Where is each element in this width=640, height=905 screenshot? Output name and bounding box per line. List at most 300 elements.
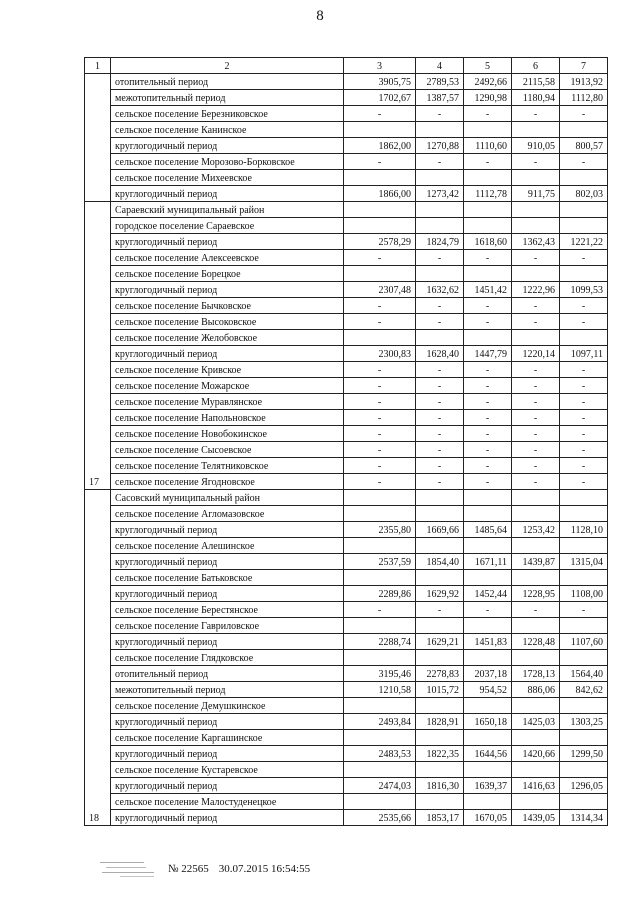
value-cell-col5 xyxy=(464,330,512,346)
value-cell-col3: 1862,00 xyxy=(344,138,416,154)
value-cell-col6: 886,06 xyxy=(512,682,560,698)
value-cell-col7: - xyxy=(560,378,608,394)
table-row xyxy=(85,666,608,682)
table-row xyxy=(85,234,608,250)
row-name-cell: сельское поселение Борецкое xyxy=(111,266,344,282)
value-cell-col6: 1228,95 xyxy=(512,586,560,602)
row-name-cell: круглогодичный период xyxy=(111,778,344,794)
value-cell-col4: 1629,92 xyxy=(416,586,464,602)
value-cell-col3: 2288,74 xyxy=(344,634,416,650)
value-cell-col3 xyxy=(344,490,416,506)
value-cell-col3 xyxy=(344,730,416,746)
value-cell-col5: 1112,78 xyxy=(464,186,512,202)
value-cell-col5: - xyxy=(464,474,512,490)
value-cell-col7: 1108,00 xyxy=(560,586,608,602)
value-cell-col4: 1629,21 xyxy=(416,634,464,650)
value-cell-col7 xyxy=(560,762,608,778)
table-row xyxy=(85,474,608,490)
value-cell-col7: 1314,34 xyxy=(560,810,608,826)
value-cell-col7 xyxy=(560,650,608,666)
value-cell-col6: - xyxy=(512,410,560,426)
value-cell-col7: - xyxy=(560,442,608,458)
value-cell-col7: 1303,25 xyxy=(560,714,608,730)
value-cell-col4: 1824,79 xyxy=(416,234,464,250)
table-row xyxy=(85,762,608,778)
value-cell-col6: 1420,66 xyxy=(512,746,560,762)
document-timestamp: 30.07.2015 16:54:55 xyxy=(218,863,311,875)
column-header-6: 6 xyxy=(512,58,560,74)
value-cell-col4 xyxy=(416,170,464,186)
value-cell-col4 xyxy=(416,218,464,234)
value-cell-col5: - xyxy=(464,442,512,458)
value-cell-col3: 2300,83 xyxy=(344,346,416,362)
value-cell-col7: - xyxy=(560,458,608,474)
column-header-1: 1 xyxy=(85,58,111,74)
value-cell-col3: 1702,67 xyxy=(344,90,416,106)
table-body xyxy=(85,74,608,826)
value-cell-col7 xyxy=(560,202,608,218)
value-cell-col3 xyxy=(344,266,416,282)
table-row xyxy=(85,330,608,346)
value-cell-col5: 2492,66 xyxy=(464,74,512,90)
value-cell-col4: 2278,83 xyxy=(416,666,464,682)
value-cell-col6: - xyxy=(512,458,560,474)
value-cell-col4: 1632,62 xyxy=(416,282,464,298)
table-row xyxy=(85,442,608,458)
value-cell-col3: 2578,29 xyxy=(344,234,416,250)
value-cell-col7 xyxy=(560,122,608,138)
value-cell-col5: - xyxy=(464,378,512,394)
value-cell-col7: - xyxy=(560,154,608,170)
value-cell-col4 xyxy=(416,122,464,138)
value-cell-col6: 2115,58 xyxy=(512,74,560,90)
value-cell-col7: 1097,11 xyxy=(560,346,608,362)
value-cell-col3: 2307,48 xyxy=(344,282,416,298)
table-row xyxy=(85,298,608,314)
value-cell-col7 xyxy=(560,618,608,634)
footer xyxy=(100,858,310,880)
value-cell-col3: - xyxy=(344,458,416,474)
value-cell-col6: - xyxy=(512,106,560,122)
table-row xyxy=(85,202,608,218)
table-row xyxy=(85,554,608,570)
table-row xyxy=(85,698,608,714)
value-cell-col7 xyxy=(560,490,608,506)
row-name-cell: сельское поселение Каргашинское xyxy=(111,730,344,746)
column-header-5: 5 xyxy=(464,58,512,74)
value-cell-col3: 3905,75 xyxy=(344,74,416,90)
value-cell-col6: 1228,48 xyxy=(512,634,560,650)
row-name-cell: городское поселение Сараевское xyxy=(111,218,344,234)
value-cell-col7 xyxy=(560,570,608,586)
row-name-cell: сельское поселение Высоковское xyxy=(111,314,344,330)
value-cell-col6: - xyxy=(512,314,560,330)
value-cell-col3 xyxy=(344,506,416,522)
value-cell-col4 xyxy=(416,490,464,506)
column-header-4: 4 xyxy=(416,58,464,74)
value-cell-col6: 1180,94 xyxy=(512,90,560,106)
value-cell-col3 xyxy=(344,650,416,666)
value-cell-col7: 1107,60 xyxy=(560,634,608,650)
value-cell-col5: 1451,83 xyxy=(464,634,512,650)
value-cell-col3 xyxy=(344,122,416,138)
table-row xyxy=(85,186,608,202)
value-cell-col5 xyxy=(464,490,512,506)
value-cell-col5 xyxy=(464,650,512,666)
value-cell-col4: - xyxy=(416,362,464,378)
table-row xyxy=(85,810,608,826)
value-cell-col5: 2037,18 xyxy=(464,666,512,682)
value-cell-col7: - xyxy=(560,250,608,266)
row-name-cell: круглогодичный период xyxy=(111,282,344,298)
value-cell-col6 xyxy=(512,266,560,282)
value-cell-col4 xyxy=(416,618,464,634)
value-cell-col3: 1210,58 xyxy=(344,682,416,698)
value-cell-col6 xyxy=(512,490,560,506)
value-cell-col6 xyxy=(512,170,560,186)
row-name-cell: круглогодичный период xyxy=(111,554,344,570)
value-cell-col5: 1452,44 xyxy=(464,586,512,602)
table-row xyxy=(85,362,608,378)
table-row xyxy=(85,730,608,746)
value-cell-col7 xyxy=(560,218,608,234)
row-name-cell: сельское поселение Морозово-Борковское xyxy=(111,154,344,170)
value-cell-col4: 1853,17 xyxy=(416,810,464,826)
value-cell-col7: 1112,80 xyxy=(560,90,608,106)
value-cell-col5: 1618,60 xyxy=(464,234,512,250)
value-cell-col6 xyxy=(512,202,560,218)
value-cell-col3 xyxy=(344,330,416,346)
value-cell-col7: 1128,10 xyxy=(560,522,608,538)
value-cell-col6: 1253,42 xyxy=(512,522,560,538)
value-cell-col3: 2483,53 xyxy=(344,746,416,762)
row-index-cell: 17 xyxy=(85,202,111,490)
value-cell-col6: 1439,05 xyxy=(512,810,560,826)
value-cell-col7: 1315,04 xyxy=(560,554,608,570)
value-cell-col4 xyxy=(416,202,464,218)
value-cell-col4: 1270,88 xyxy=(416,138,464,154)
value-cell-col5: 1110,60 xyxy=(464,138,512,154)
value-cell-col3 xyxy=(344,762,416,778)
row-name-cell: сельское поселение Желобовское xyxy=(111,330,344,346)
value-cell-col4: 2789,53 xyxy=(416,74,464,90)
value-cell-col4: - xyxy=(416,250,464,266)
row-name-cell: сельское поселение Малостуденецкое xyxy=(111,794,344,810)
row-name-cell: сельское поселение Кривское xyxy=(111,362,344,378)
value-cell-col4: - xyxy=(416,154,464,170)
value-cell-col3 xyxy=(344,170,416,186)
table-row xyxy=(85,170,608,186)
value-cell-col4 xyxy=(416,698,464,714)
value-cell-col7 xyxy=(560,330,608,346)
value-cell-col7: - xyxy=(560,474,608,490)
table-row xyxy=(85,106,608,122)
value-cell-col3: 2537,59 xyxy=(344,554,416,570)
table-row xyxy=(85,746,608,762)
value-cell-col3 xyxy=(344,538,416,554)
table-row xyxy=(85,426,608,442)
value-cell-col4: - xyxy=(416,474,464,490)
value-cell-col3: - xyxy=(344,106,416,122)
value-cell-col6: - xyxy=(512,394,560,410)
value-cell-col6 xyxy=(512,794,560,810)
value-cell-col5: - xyxy=(464,602,512,618)
row-name-cell: сельское поселение Гавриловское xyxy=(111,618,344,634)
value-cell-col7: - xyxy=(560,394,608,410)
table-row xyxy=(85,490,608,506)
row-index-cell xyxy=(85,74,111,202)
value-cell-col4: 1828,91 xyxy=(416,714,464,730)
value-cell-col3: - xyxy=(344,410,416,426)
value-cell-col7: - xyxy=(560,602,608,618)
value-cell-col4 xyxy=(416,794,464,810)
row-name-cell: круглогодичный период xyxy=(111,186,344,202)
value-cell-col6: 1425,03 xyxy=(512,714,560,730)
value-cell-col7: 1913,92 xyxy=(560,74,608,90)
row-name-cell: межотопительный период xyxy=(111,682,344,698)
value-cell-col7: - xyxy=(560,314,608,330)
value-cell-col6: - xyxy=(512,474,560,490)
row-name-cell: сельское поселение Михеевское xyxy=(111,170,344,186)
row-name-cell: сельское поселение Агломазовское xyxy=(111,506,344,522)
value-cell-col4: 1015,72 xyxy=(416,682,464,698)
value-cell-col5: 1290,98 xyxy=(464,90,512,106)
value-cell-col5: 1485,64 xyxy=(464,522,512,538)
value-cell-col3: 2355,80 xyxy=(344,522,416,538)
row-name-cell: сельское поселение Ягодновское xyxy=(111,474,344,490)
value-cell-col6 xyxy=(512,762,560,778)
table-row xyxy=(85,522,608,538)
table-row xyxy=(85,570,608,586)
value-cell-col6: - xyxy=(512,250,560,266)
value-cell-col7: 1296,05 xyxy=(560,778,608,794)
row-name-cell: круглогодичный период xyxy=(111,714,344,730)
value-cell-col4: - xyxy=(416,442,464,458)
value-cell-col3: - xyxy=(344,378,416,394)
value-cell-col7: - xyxy=(560,410,608,426)
value-cell-col3 xyxy=(344,570,416,586)
value-cell-col4 xyxy=(416,538,464,554)
table-row xyxy=(85,586,608,602)
value-cell-col5: 1639,37 xyxy=(464,778,512,794)
row-name-cell: сельское поселение Телятниковское xyxy=(111,458,344,474)
row-name-cell: сельское поселение Глядковское xyxy=(111,650,344,666)
value-cell-col6 xyxy=(512,506,560,522)
table-row xyxy=(85,378,608,394)
value-cell-col5 xyxy=(464,698,512,714)
row-name-cell: круглогодичный период xyxy=(111,234,344,250)
column-header-2: 2 xyxy=(111,58,344,74)
row-name-cell: межотопительный период xyxy=(111,90,344,106)
value-cell-col6 xyxy=(512,218,560,234)
value-cell-col4: 1669,66 xyxy=(416,522,464,538)
table-row xyxy=(85,602,608,618)
registry-stamp xyxy=(100,858,158,880)
value-cell-col3: 2289,86 xyxy=(344,586,416,602)
value-cell-col5: - xyxy=(464,250,512,266)
value-cell-col4: - xyxy=(416,426,464,442)
value-cell-col4 xyxy=(416,266,464,282)
value-cell-col6 xyxy=(512,122,560,138)
row-name-cell: круглогодичный период xyxy=(111,746,344,762)
value-cell-col4 xyxy=(416,506,464,522)
table-row xyxy=(85,506,608,522)
value-cell-col6: 1416,63 xyxy=(512,778,560,794)
value-cell-col6: 1439,87 xyxy=(512,554,560,570)
value-cell-col6: 1222,96 xyxy=(512,282,560,298)
value-cell-col7 xyxy=(560,794,608,810)
tariff-table xyxy=(84,57,608,826)
table-row xyxy=(85,90,608,106)
value-cell-col3: - xyxy=(344,426,416,442)
value-cell-col7: 1099,53 xyxy=(560,282,608,298)
column-header-3: 3 xyxy=(344,58,416,74)
value-cell-col5: - xyxy=(464,154,512,170)
value-cell-col5 xyxy=(464,218,512,234)
value-cell-col3: - xyxy=(344,250,416,266)
table-row xyxy=(85,682,608,698)
value-cell-col7: 1564,40 xyxy=(560,666,608,682)
value-cell-col4: 1822,35 xyxy=(416,746,464,762)
value-cell-col7: - xyxy=(560,362,608,378)
table-row xyxy=(85,250,608,266)
value-cell-col5: 1670,05 xyxy=(464,810,512,826)
value-cell-col4: - xyxy=(416,314,464,330)
value-cell-col7 xyxy=(560,730,608,746)
row-name-cell: сельское поселение Демушкинское xyxy=(111,698,344,714)
value-cell-col7 xyxy=(560,698,608,714)
value-cell-col7 xyxy=(560,170,608,186)
row-name-cell: круглогодичный период xyxy=(111,138,344,154)
value-cell-col7 xyxy=(560,506,608,522)
row-name-cell: круглогодичный период xyxy=(111,346,344,362)
value-cell-col5 xyxy=(464,762,512,778)
value-cell-col4: - xyxy=(416,410,464,426)
value-cell-col5: 1451,42 xyxy=(464,282,512,298)
value-cell-col5: - xyxy=(464,106,512,122)
table-row xyxy=(85,394,608,410)
value-cell-col3 xyxy=(344,618,416,634)
row-name-cell: круглогодичный период xyxy=(111,810,344,826)
value-cell-col5: - xyxy=(464,394,512,410)
row-name-cell: сельское поселение Напольновское xyxy=(111,410,344,426)
value-cell-col7: 800,57 xyxy=(560,138,608,154)
table-row xyxy=(85,122,608,138)
value-cell-col3: - xyxy=(344,602,416,618)
row-name-cell: сельское поселение Сысоевское xyxy=(111,442,344,458)
value-cell-col6 xyxy=(512,330,560,346)
value-cell-col3: - xyxy=(344,442,416,458)
value-cell-col6 xyxy=(512,570,560,586)
table-row xyxy=(85,714,608,730)
value-cell-col5: - xyxy=(464,362,512,378)
value-cell-col6 xyxy=(512,730,560,746)
row-name-cell: сельское поселение Батьковское xyxy=(111,570,344,586)
value-cell-col6: - xyxy=(512,362,560,378)
table-row xyxy=(85,218,608,234)
value-cell-col5 xyxy=(464,506,512,522)
value-cell-col6: - xyxy=(512,378,560,394)
value-cell-col5: 954,52 xyxy=(464,682,512,698)
value-cell-col7: 842,62 xyxy=(560,682,608,698)
value-cell-col4: - xyxy=(416,298,464,314)
value-cell-col3: 3195,46 xyxy=(344,666,416,682)
value-cell-col6: - xyxy=(512,154,560,170)
row-name-cell: круглогодичный период xyxy=(111,522,344,538)
value-cell-col5: - xyxy=(464,426,512,442)
value-cell-col3: - xyxy=(344,298,416,314)
row-name-cell: сельское поселение Можарское xyxy=(111,378,344,394)
row-name-cell: сельское поселение Кустаревское xyxy=(111,762,344,778)
table-header-row xyxy=(85,58,608,74)
row-name-cell: Сараевский муниципальный район xyxy=(111,202,344,218)
row-name-cell: сельское поселение Березниковское xyxy=(111,106,344,122)
value-cell-col5: 1650,18 xyxy=(464,714,512,730)
value-cell-col7: - xyxy=(560,426,608,442)
value-cell-col6: 1728,13 xyxy=(512,666,560,682)
row-name-cell: сельское поселение Муравлянское xyxy=(111,394,344,410)
row-index-cell: 18 xyxy=(85,490,111,826)
value-cell-col4: 1854,40 xyxy=(416,554,464,570)
value-cell-col5: - xyxy=(464,314,512,330)
value-cell-col6: 910,05 xyxy=(512,138,560,154)
value-cell-col4: 1273,42 xyxy=(416,186,464,202)
value-cell-col4: - xyxy=(416,458,464,474)
value-cell-col3: - xyxy=(344,314,416,330)
row-name-cell: круглогодичный период xyxy=(111,634,344,650)
value-cell-col5 xyxy=(464,570,512,586)
value-cell-col7: 1221,22 xyxy=(560,234,608,250)
value-cell-col5 xyxy=(464,202,512,218)
value-cell-col3 xyxy=(344,218,416,234)
value-cell-col5: - xyxy=(464,458,512,474)
value-cell-col3: 2493,84 xyxy=(344,714,416,730)
value-cell-col4: - xyxy=(416,106,464,122)
value-cell-col4: - xyxy=(416,602,464,618)
value-cell-col6 xyxy=(512,538,560,554)
row-name-cell: круглогодичный период xyxy=(111,586,344,602)
row-name-cell: сельское поселение Новобокинское xyxy=(111,426,344,442)
table-row xyxy=(85,266,608,282)
value-cell-col3 xyxy=(344,698,416,714)
row-name-cell: Сасовский муниципальный район xyxy=(111,490,344,506)
value-cell-col3: - xyxy=(344,154,416,170)
value-cell-col4 xyxy=(416,570,464,586)
value-cell-col4 xyxy=(416,650,464,666)
table-row xyxy=(85,794,608,810)
value-cell-col6: - xyxy=(512,298,560,314)
value-cell-col4: - xyxy=(416,378,464,394)
table-row xyxy=(85,410,608,426)
value-cell-col4 xyxy=(416,762,464,778)
value-cell-col3 xyxy=(344,794,416,810)
table-row xyxy=(85,618,608,634)
value-cell-col6: - xyxy=(512,426,560,442)
value-cell-col5: 1447,79 xyxy=(464,346,512,362)
table-row xyxy=(85,634,608,650)
value-cell-col5 xyxy=(464,122,512,138)
value-cell-col5: - xyxy=(464,410,512,426)
value-cell-col6: 1220,14 xyxy=(512,346,560,362)
value-cell-col5 xyxy=(464,266,512,282)
value-cell-col4 xyxy=(416,730,464,746)
value-cell-col7: 802,03 xyxy=(560,186,608,202)
page-number: 8 xyxy=(316,8,324,24)
value-cell-col5: 1671,11 xyxy=(464,554,512,570)
value-cell-col5 xyxy=(464,794,512,810)
row-name-cell: сельское поселение Алешинское xyxy=(111,538,344,554)
value-cell-col4: 1387,57 xyxy=(416,90,464,106)
